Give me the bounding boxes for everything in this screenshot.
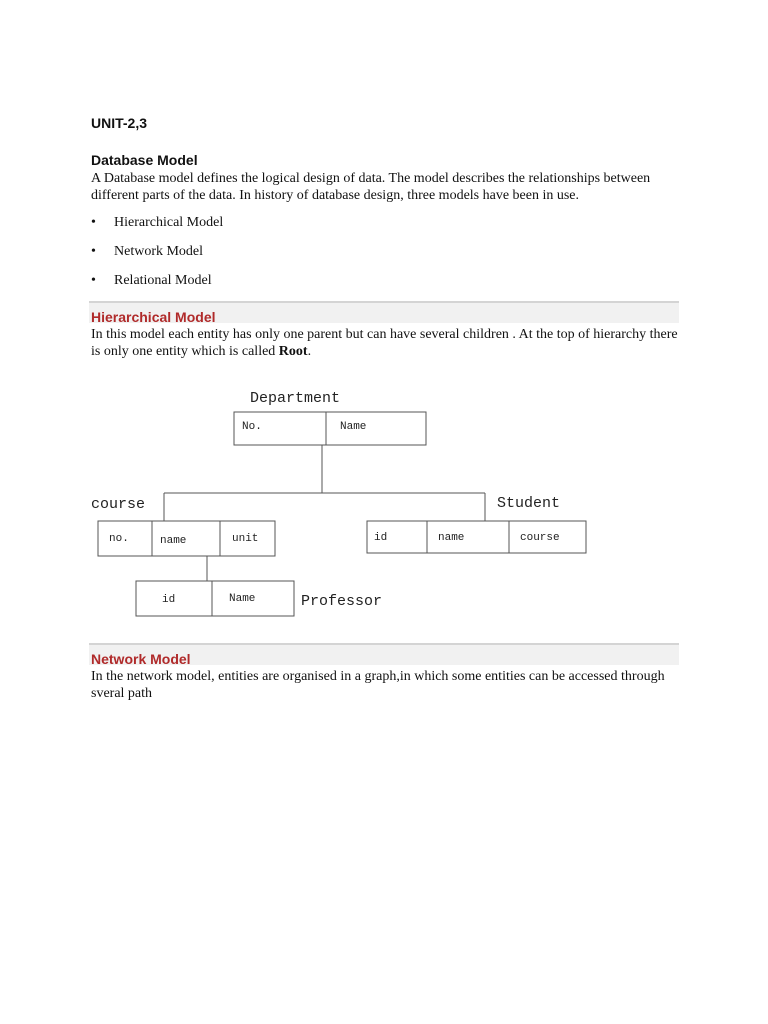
course-field: unit xyxy=(232,533,259,545)
list-item: • Network Model xyxy=(91,243,223,272)
department-label: Department xyxy=(250,390,341,407)
hierarchical-text: In this model each entity has only one parent but can have several children . At the top of hierarchy there is only one entity which is called xyxy=(91,327,678,359)
professor-field: id xyxy=(162,594,176,606)
student-field: id xyxy=(374,532,388,544)
department-field: Name xyxy=(340,421,367,433)
course-field: name xyxy=(160,535,187,547)
course-label: course xyxy=(91,496,146,513)
department-field: No. xyxy=(242,421,262,433)
professor-field: Name xyxy=(229,593,256,605)
database-model-paragraph: A Database model defines the logical design of data. The model describes the relationships between different parts of the data. In history of database design, three models have been in use. xyxy=(91,171,651,203)
professor-label: Professor xyxy=(301,593,383,610)
database-model-heading: Database Model xyxy=(91,152,198,168)
list-item: • Relational Model xyxy=(91,272,223,301)
unit-title: UNIT-2,3 xyxy=(91,115,148,131)
network-model-paragraph: In the network model, entities are organised in a graph,in which some entities can be accessed through sveral path xyxy=(91,669,665,701)
student-field: name xyxy=(438,532,465,544)
student-field: course xyxy=(520,532,560,544)
course-field: no. xyxy=(109,533,129,545)
list-item: • Hierarchical Model xyxy=(91,214,223,243)
network-model-heading: Network Model xyxy=(91,651,191,667)
root-term: Root xyxy=(278,344,308,359)
student-label: Student xyxy=(497,495,561,512)
hierarchical-text-end: . xyxy=(307,344,312,359)
hierarchical-model-heading: Hierarchical Model xyxy=(91,309,216,325)
